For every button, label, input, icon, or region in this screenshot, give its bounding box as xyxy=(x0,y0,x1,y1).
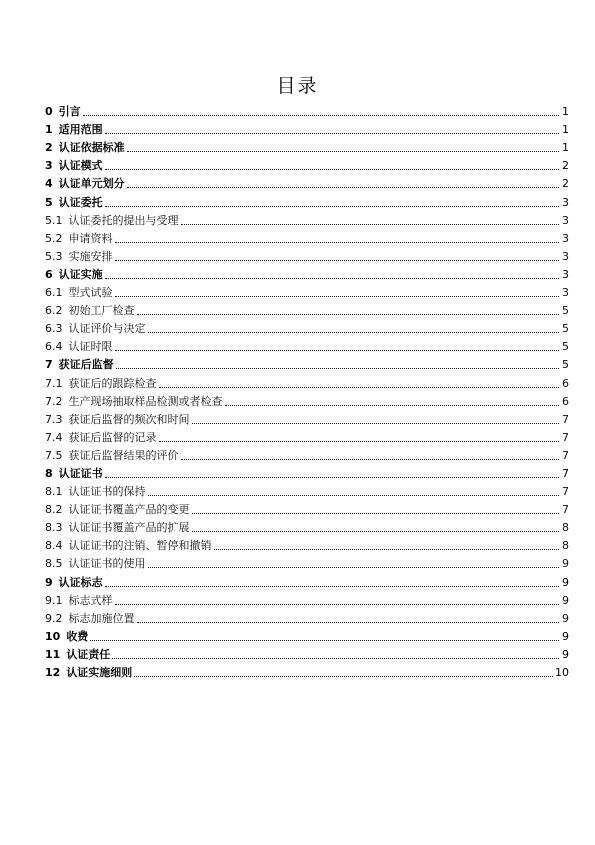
toc-entry-page-number: 6 xyxy=(562,394,569,408)
toc-entry-title: 获证后的跟踪检查 xyxy=(68,376,157,390)
toc-entry-number: 10 xyxy=(45,629,61,643)
toc-dot-leader xyxy=(115,296,560,297)
toc-entry-title: 认证证书 xyxy=(58,466,103,480)
toc-dot-leader xyxy=(115,350,560,351)
toc-entry-number: 6.3 xyxy=(45,322,63,336)
toc-entry-page-number: 9 xyxy=(562,611,569,625)
toc-entry-title: 获证后监督的频次和时间 xyxy=(68,412,190,426)
toc-entry-title: 型式试验 xyxy=(68,286,113,300)
toc-dot-leader xyxy=(112,658,559,659)
toc-entry-title: 认证模式 xyxy=(58,159,103,173)
toc-entry-title: 认证委托 xyxy=(58,195,103,209)
toc-entry[interactable] xyxy=(45,391,569,409)
toc-entry[interactable] xyxy=(45,535,569,553)
toc-entry-title: 认证证书覆盖产品的变更 xyxy=(68,503,190,517)
toc-entry-title: 认证证书覆盖产品的扩展 xyxy=(68,521,190,535)
toc-entry-page-number: 7 xyxy=(562,430,569,444)
toc-entry[interactable] xyxy=(45,354,569,372)
toc-entry-title: 引言 xyxy=(58,105,81,119)
toc-dot-leader xyxy=(192,513,560,514)
toc-dot-leader xyxy=(148,332,560,333)
toc-entry-title: 认证依据标准 xyxy=(58,141,125,155)
toc-dot-leader xyxy=(115,604,560,605)
toc-entry-number: 5 xyxy=(45,195,53,209)
toc-entry-number: 9.1 xyxy=(45,593,63,607)
toc-entry-number: 5.1 xyxy=(45,213,63,227)
toc-entry-number: 1 xyxy=(45,123,53,137)
toc-entry-page-number: 5 xyxy=(562,358,569,372)
toc-entry-title: 认证单元划分 xyxy=(58,177,125,191)
toc-entry-page-number: 6 xyxy=(562,376,569,390)
toc-entry-title: 认证实施细则 xyxy=(66,666,133,679)
toc-entry-number: 3 xyxy=(45,159,53,173)
toc-entry[interactable] xyxy=(45,336,569,354)
toc-entry-page-number: 9 xyxy=(562,557,569,571)
toc-dot-leader xyxy=(137,622,560,623)
toc-dot-leader xyxy=(105,278,559,279)
toc-entry-number: 7 xyxy=(45,358,53,372)
toc-entry-page-number: 7 xyxy=(562,485,569,499)
toc-entry[interactable] xyxy=(45,101,569,119)
table-of-contents xyxy=(45,101,569,680)
toc-entry-page-number: 8 xyxy=(562,539,569,553)
toc-entry-title: 初始工厂检查 xyxy=(68,304,135,318)
toc-entry-page-number: 3 xyxy=(562,213,569,227)
toc-entry-number: 5.2 xyxy=(45,231,63,245)
toc-dot-leader xyxy=(83,115,559,116)
toc-entry-page-number: 5 xyxy=(562,322,569,336)
toc-dot-leader xyxy=(105,477,559,478)
toc-entry-page-number: 2 xyxy=(562,159,569,173)
toc-entry-number: 8.3 xyxy=(45,521,63,535)
toc-entry-title: 获证后监督结果的评价 xyxy=(68,448,179,462)
toc-entry-page-number: 9 xyxy=(562,629,569,643)
toc-entry-title: 标志式样 xyxy=(68,593,113,607)
toc-entry-title: 认证实施 xyxy=(58,267,103,281)
toc-dot-leader xyxy=(137,314,560,315)
toc-entry[interactable] xyxy=(45,571,569,589)
toc-entry-title: 获证后监督的记录 xyxy=(68,430,157,444)
toc-entry-number: 6.1 xyxy=(45,286,63,300)
toc-entry-number: 8.4 xyxy=(45,539,63,553)
toc-dot-leader xyxy=(127,151,559,152)
toc-entry-title: 认证证书的使用 xyxy=(68,557,146,571)
toc-entry-number: 9.2 xyxy=(45,611,63,625)
toc-entry-page-number: 5 xyxy=(562,340,569,354)
toc-entry-number: 8.5 xyxy=(45,557,63,571)
toc-entry-title: 认证时限 xyxy=(68,340,113,354)
toc-dot-leader xyxy=(134,676,553,677)
toc-entry[interactable] xyxy=(45,463,569,481)
toc-entry[interactable] xyxy=(45,228,569,246)
toc-entry[interactable] xyxy=(45,282,569,300)
toc-dot-leader xyxy=(148,495,560,496)
toc-entry-page-number: 3 xyxy=(562,195,569,209)
toc-entry[interactable] xyxy=(45,445,569,463)
toc-entry-title: 认证标志 xyxy=(58,575,103,589)
toc-entry[interactable] xyxy=(45,662,569,680)
toc-entry[interactable] xyxy=(45,246,569,264)
toc-entry-number: 12 xyxy=(45,666,61,679)
toc-entry-page-number: 1 xyxy=(562,123,569,137)
toc-entry[interactable] xyxy=(45,264,569,282)
toc-dot-leader xyxy=(105,133,559,134)
toc-entry[interactable] xyxy=(45,300,569,318)
toc-entry-page-number: 3 xyxy=(562,249,569,263)
toc-entry-page-number: 9 xyxy=(562,647,569,661)
toc-entry[interactable] xyxy=(45,590,569,608)
toc-entry-page-number: 7 xyxy=(562,412,569,426)
toc-entry-number: 8.2 xyxy=(45,503,63,517)
toc-entry[interactable] xyxy=(45,318,569,336)
toc-entry-page-number: 9 xyxy=(562,593,569,607)
toc-dot-leader xyxy=(181,224,560,225)
toc-entry-title: 获证后监督 xyxy=(58,358,114,372)
toc-entry-title: 认证委托的提出与受理 xyxy=(68,213,179,227)
toc-entry-title: 实施安排 xyxy=(68,249,113,263)
toc-entry-page-number: 3 xyxy=(562,231,569,245)
toc-entry[interactable] xyxy=(45,644,569,662)
toc-dot-leader xyxy=(105,206,559,207)
toc-dot-leader xyxy=(127,187,559,188)
toc-entry-number: 7.2 xyxy=(45,394,63,408)
toc-entry-page-number: 10 xyxy=(555,666,569,679)
toc-entry-number: 8 xyxy=(45,466,53,480)
toc-entry-number: 8.1 xyxy=(45,485,63,499)
toc-dot-leader xyxy=(192,423,560,424)
toc-entry-number: 0 xyxy=(45,105,53,119)
toc-entry-page-number: 7 xyxy=(562,448,569,462)
toc-entry-number: 6.4 xyxy=(45,340,63,354)
toc-entry[interactable] xyxy=(45,553,569,571)
toc-entry-title: 认证责任 xyxy=(66,647,111,661)
toc-entry-number: 7.4 xyxy=(45,430,63,444)
toc-entry-page-number: 8 xyxy=(562,521,569,535)
toc-entry-number: 7.5 xyxy=(45,448,63,462)
toc-dot-leader xyxy=(214,549,560,550)
toc-entry[interactable] xyxy=(45,173,569,191)
toc-entry-page-number: 1 xyxy=(562,105,569,119)
toc-entry-number: 9 xyxy=(45,575,53,589)
toc-entry-title: 认证评价与决定 xyxy=(68,322,146,336)
toc-entry-page-number: 3 xyxy=(562,286,569,300)
toc-entry[interactable] xyxy=(45,155,569,173)
toc-entry[interactable] xyxy=(45,372,569,390)
toc-entry-page-number: 7 xyxy=(562,503,569,517)
toc-dot-leader xyxy=(159,387,560,388)
toc-entry-number: 11 xyxy=(45,647,61,661)
toc-entry[interactable] xyxy=(45,481,569,499)
toc-entry[interactable] xyxy=(45,409,569,427)
toc-entry[interactable] xyxy=(45,626,569,644)
toc-dot-leader xyxy=(116,368,559,369)
toc-entry-title: 标志加施位置 xyxy=(68,611,135,625)
toc-dot-leader xyxy=(105,586,559,587)
toc-dot-leader xyxy=(181,459,560,460)
toc-dot-leader xyxy=(105,169,559,170)
toc-dot-leader xyxy=(192,531,560,532)
toc-entry[interactable] xyxy=(45,119,569,137)
toc-entry-number: 4 xyxy=(45,177,53,191)
toc-entry[interactable] xyxy=(45,191,569,209)
toc-entry-title: 生产现场抽取样品检测或者检查 xyxy=(68,394,223,408)
toc-entry-page-number: 9 xyxy=(562,575,569,589)
toc-entry-number: 2 xyxy=(45,141,53,155)
page-title: 目录 xyxy=(276,75,319,97)
toc-entry[interactable] xyxy=(45,608,569,626)
toc-entry-page-number: 1 xyxy=(562,141,569,155)
toc-entry-title: 认证证书的注销、暂停和撤销 xyxy=(68,539,212,553)
toc-dot-leader xyxy=(148,567,560,568)
toc-entry[interactable] xyxy=(45,499,569,517)
toc-entry-number: 6.2 xyxy=(45,304,63,318)
toc-entry-page-number: 2 xyxy=(562,177,569,191)
toc-entry-page-number: 7 xyxy=(562,466,569,480)
toc-dot-leader xyxy=(115,242,560,243)
toc-entry[interactable] xyxy=(45,517,569,535)
toc-entry-page-number: 3 xyxy=(562,267,569,281)
toc-entry[interactable] xyxy=(45,210,569,228)
toc-entry[interactable] xyxy=(45,137,569,155)
toc-entry[interactable] xyxy=(45,427,569,445)
toc-entry-page-number: 5 xyxy=(562,304,569,318)
toc-dot-leader xyxy=(159,441,560,442)
toc-entry-number: 6 xyxy=(45,267,53,281)
toc-entry-number: 7.3 xyxy=(45,412,63,426)
toc-entry-title: 收费 xyxy=(66,629,89,643)
toc-entry-title: 申请资料 xyxy=(68,231,113,245)
toc-entry-title: 认证证书的保持 xyxy=(68,485,146,499)
toc-dot-leader xyxy=(225,405,560,406)
toc-dot-leader xyxy=(90,640,559,641)
toc-dot-leader xyxy=(115,260,560,261)
toc-entry-number: 7.1 xyxy=(45,376,63,390)
toc-entry-number: 5.3 xyxy=(45,249,63,263)
toc-entry-title: 适用范围 xyxy=(58,123,103,137)
